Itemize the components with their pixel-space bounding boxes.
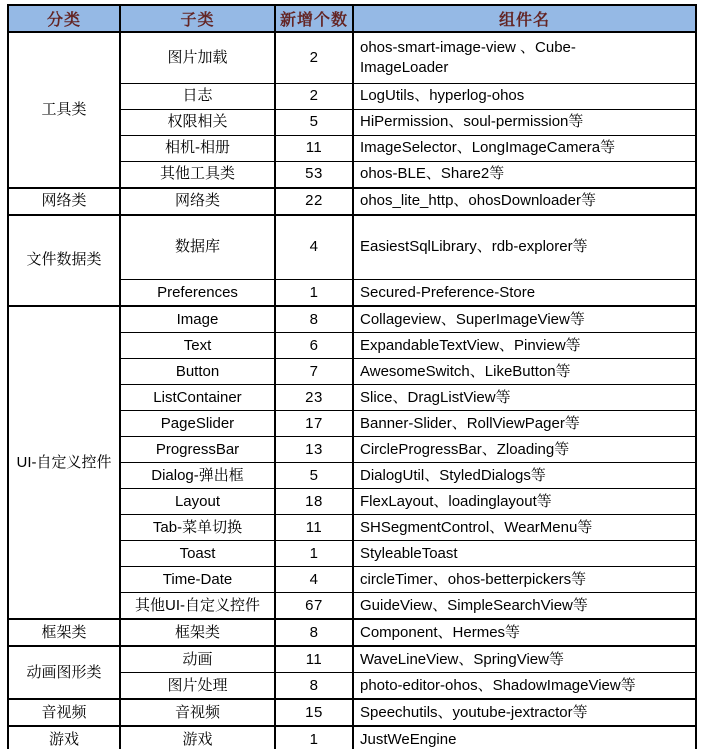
subcategory-cell: Button — [120, 359, 275, 385]
category-cell: 动画图形类 — [8, 646, 120, 699]
count-cell: 7 — [275, 359, 353, 385]
components-text: Component、Hermes等 — [360, 623, 521, 641]
components-text: HiPermission、soul-permission等 — [360, 113, 584, 130]
subcategory-cell: ProgressBar — [120, 437, 275, 463]
subcategory-cell: 数据库 — [120, 215, 275, 280]
components-cell — [353, 359, 696, 385]
components-text: photo-editor-ohos、ShadowImageView等 — [360, 676, 636, 694]
components-cell — [353, 188, 696, 215]
category-cell: 工具类 — [8, 32, 120, 188]
count-cell: 11 — [275, 515, 353, 541]
components-text: WaveLineView、SpringView等 — [360, 650, 564, 668]
count-cell: 8 — [275, 306, 353, 333]
subcategory-cell: Toast — [120, 541, 275, 567]
components-cell — [353, 333, 696, 359]
col-header-subcategory: 子类 — [120, 5, 275, 32]
components-cell — [353, 699, 696, 726]
subcategory-cell: Preferences — [120, 280, 275, 307]
components-text: ohos-BLE、Share2等 — [360, 165, 505, 182]
components-text: DialogUtil、StyledDialogs等 — [360, 466, 546, 484]
col-header-category: 分类 — [8, 5, 120, 32]
subcategory-cell: 框架类 — [120, 619, 275, 646]
table-row — [8, 726, 696, 749]
count-cell: 1 — [275, 541, 353, 567]
components-cell — [353, 135, 696, 161]
category-cell: UI-自定义控件 — [8, 306, 120, 619]
components-cell — [353, 280, 696, 307]
count-cell: 11 — [275, 646, 353, 673]
components-cell — [353, 593, 696, 620]
count-cell: 8 — [275, 673, 353, 700]
header-row — [8, 5, 696, 32]
subcategory-cell: Image — [120, 306, 275, 333]
col-header-components: 组件名 — [353, 5, 696, 32]
subcategory-cell: 其他UI-自定义控件 — [120, 593, 275, 620]
count-cell: 4 — [275, 567, 353, 593]
components-cell — [353, 673, 696, 700]
table-row — [8, 32, 696, 83]
subcategory-cell: Layout — [120, 489, 275, 515]
table-row — [8, 699, 696, 726]
table-body — [8, 32, 696, 749]
components-cell — [353, 515, 696, 541]
subcategory-cell: 权限相关 — [120, 109, 275, 135]
category-cell: 游戏 — [8, 726, 120, 749]
subcategory-cell: PageSlider — [120, 411, 275, 437]
components-text: circleTimer、ohos-betterpickers等 — [360, 570, 587, 588]
subcategory-cell: 网络类 — [120, 188, 275, 215]
components-cell — [353, 83, 696, 109]
subcategory-cell: Time-Date — [120, 567, 275, 593]
components-cell — [353, 215, 696, 280]
table-row — [8, 188, 696, 215]
subcategory-cell: 音视频 — [120, 699, 275, 726]
table-row — [8, 619, 696, 646]
components-text: LogUtils、hyperlog-ohos — [360, 87, 525, 104]
count-cell: 2 — [275, 32, 353, 83]
subcategory-cell: 图片加载 — [120, 32, 275, 83]
subcategory-cell: Text — [120, 333, 275, 359]
category-cell: 框架类 — [8, 619, 120, 646]
subcategory-cell: Dialog-弹出框 — [120, 463, 275, 489]
components-text: EasiestSqlLibrary、rdb-explorer等 — [360, 238, 588, 256]
components-table — [7, 4, 697, 749]
components-cell — [353, 32, 696, 83]
components-cell — [353, 541, 696, 567]
count-cell: 2 — [275, 83, 353, 109]
components-cell — [353, 385, 696, 411]
subcategory-cell: 图片处理 — [120, 673, 275, 700]
components-text: SHSegmentControl、WearMenu等 — [360, 518, 593, 536]
components-text: ohos-smart-image-view 、Cube-ImageLoader — [360, 38, 576, 76]
components-cell — [353, 567, 696, 593]
count-cell: 18 — [275, 489, 353, 515]
components-cell — [353, 726, 696, 749]
components-text: Collageview、SuperImageView等 — [360, 310, 585, 328]
table-row — [8, 646, 696, 673]
subcategory-cell: ListContainer — [120, 385, 275, 411]
count-cell: 5 — [275, 109, 353, 135]
components-text: ImageSelector、LongImageCamera等 — [360, 139, 616, 156]
category-cell: 文件数据类 — [8, 215, 120, 307]
components-text: Slice、DragListView等 — [360, 388, 511, 406]
subcategory-cell: 动画 — [120, 646, 275, 673]
components-text: FlexLayout、loadinglayout等 — [360, 492, 552, 510]
count-cell: 8 — [275, 619, 353, 646]
subcategory-cell: 其他工具类 — [120, 161, 275, 188]
category-cell: 音视频 — [8, 699, 120, 726]
subcategory-cell: Tab-菜单切换 — [120, 515, 275, 541]
count-cell: 53 — [275, 161, 353, 188]
subcategory-cell: 游戏 — [120, 726, 275, 749]
count-cell: 23 — [275, 385, 353, 411]
table-header-row — [8, 5, 696, 32]
count-cell: 22 — [275, 188, 353, 215]
subcategory-cell: 日志 — [120, 83, 275, 109]
components-cell — [353, 306, 696, 333]
components-text: StyleableToast — [360, 544, 458, 562]
components-text: AwesomeSwitch、LikeButton等 — [360, 362, 571, 380]
count-cell: 6 — [275, 333, 353, 359]
table-row — [8, 306, 696, 333]
components-cell — [353, 646, 696, 673]
count-cell: 13 — [275, 437, 353, 463]
components-text: Banner-Slider、RollViewPager等 — [360, 414, 580, 432]
components-text: CircleProgressBar、Zloading等 — [360, 440, 570, 458]
count-cell: 1 — [275, 726, 353, 749]
category-cell: 网络类 — [8, 188, 120, 215]
components-text: Secured-Preference-Store — [360, 283, 536, 301]
count-cell: 11 — [275, 135, 353, 161]
count-cell: 1 — [275, 280, 353, 307]
components-text: Speechutils、youtube-jextractor等 — [360, 703, 588, 721]
components-cell — [353, 463, 696, 489]
col-header-count: 新增个数 — [275, 5, 353, 32]
components-cell — [353, 619, 696, 646]
count-cell: 15 — [275, 699, 353, 726]
components-cell — [353, 437, 696, 463]
components-text: GuideView、SimpleSearchView等 — [360, 596, 588, 614]
table-row — [8, 215, 696, 280]
components-cell — [353, 411, 696, 437]
count-cell: 67 — [275, 593, 353, 620]
count-cell: 17 — [275, 411, 353, 437]
components-cell — [353, 489, 696, 515]
components-cell — [353, 109, 696, 135]
components-text: JustWeEngine — [360, 730, 457, 748]
count-cell: 5 — [275, 463, 353, 489]
components-text: ohos_lite_http、ohosDownloader等 — [360, 192, 596, 209]
count-cell: 4 — [275, 215, 353, 280]
components-text: ExpandableTextView、Pinview等 — [360, 336, 581, 354]
components-cell — [353, 161, 696, 188]
subcategory-cell: 相机-相册 — [120, 135, 275, 161]
